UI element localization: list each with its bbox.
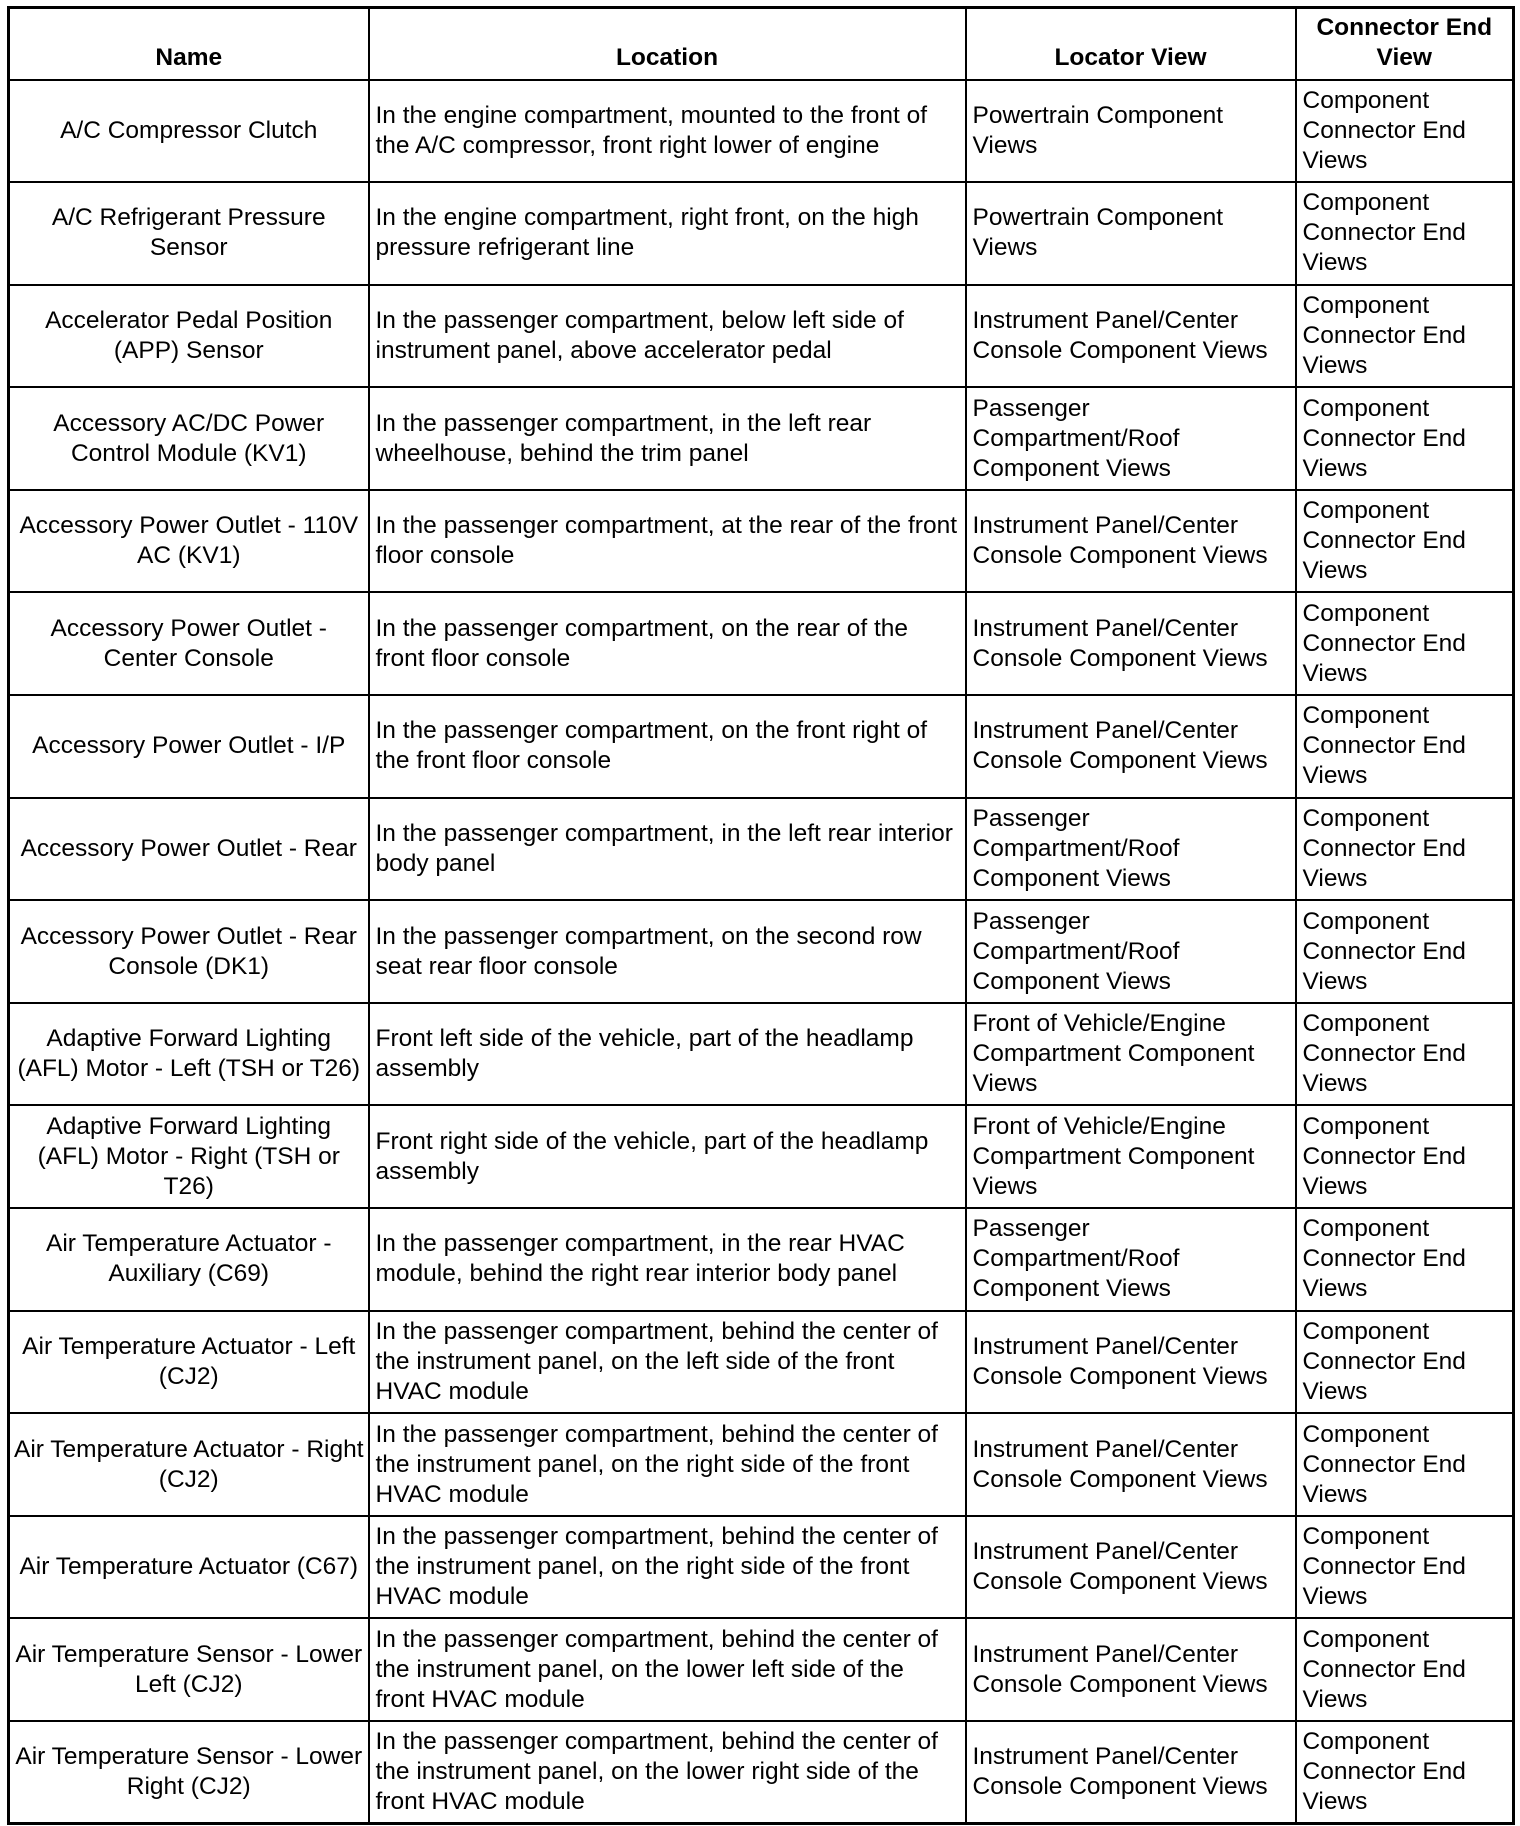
cell-name: Air Temperature Sensor - Lower Right (CJ2) (9, 1721, 369, 1824)
cell-locator-view: Instrument Panel/Center Console Component Views (966, 592, 1296, 695)
cell-name: Accessory AC/DC Power Control Module (KV1) (9, 387, 369, 490)
cell-location: In the passenger compartment, on the front right of the front floor console (369, 695, 966, 798)
cell-connector-end-view: Component Connector End Views (1296, 182, 1514, 285)
table-row (9, 1413, 1514, 1516)
table-row (9, 1105, 1514, 1208)
cell-name: Accelerator Pedal Position (APP) Sensor (9, 285, 369, 388)
cell-locator-view: Powertrain Component Views (966, 182, 1296, 285)
cell-locator-view: Passenger Compartment/Roof Component Views (966, 900, 1296, 1003)
cell-name: Air Temperature Actuator - Left (CJ2) (9, 1311, 369, 1414)
column-header-location: Location (369, 8, 966, 80)
cell-location: In the passenger compartment, on the rear of the front floor console (369, 592, 966, 695)
cell-locator-view: Instrument Panel/Center Console Component Views (966, 1516, 1296, 1619)
cell-connector-end-view: Component Connector End Views (1296, 798, 1514, 901)
cell-connector-end-view: Component Connector End Views (1296, 80, 1514, 183)
cell-connector-end-view: Component Connector End Views (1296, 900, 1514, 1003)
cell-location: In the engine compartment, mounted to the front of the A/C compressor, front right lower of engine (369, 80, 966, 183)
cell-name: Adaptive Forward Lighting (AFL) Motor - Right (TSH or T26) (9, 1105, 369, 1208)
component-locator-table (7, 6, 1515, 1825)
table-row (9, 1618, 1514, 1721)
table-row (9, 285, 1514, 388)
cell-locator-view: Powertrain Component Views (966, 80, 1296, 183)
cell-connector-end-view: Component Connector End Views (1296, 1413, 1514, 1516)
table-body (9, 80, 1514, 1824)
table-row (9, 900, 1514, 1003)
cell-locator-view: Instrument Panel/Center Console Component Views (966, 1413, 1296, 1516)
cell-locator-view: Instrument Panel/Center Console Component Views (966, 695, 1296, 798)
cell-locator-view: Instrument Panel/Center Console Component Views (966, 1618, 1296, 1721)
cell-locator-view: Passenger Compartment/Roof Component Views (966, 798, 1296, 901)
cell-name: Accessory Power Outlet - 110V AC (KV1) (9, 490, 369, 593)
cell-name: Accessory Power Outlet - I/P (9, 695, 369, 798)
cell-location: Front right side of the vehicle, part of the headlamp assembly (369, 1105, 966, 1208)
cell-location: In the passenger compartment, below left side of instrument panel, above accelerator pedal (369, 285, 966, 388)
cell-location: In the passenger compartment, on the second row seat rear floor console (369, 900, 966, 1003)
cell-location: In the passenger compartment, at the rear of the front floor console (369, 490, 966, 593)
cell-connector-end-view: Component Connector End Views (1296, 1003, 1514, 1106)
cell-connector-end-view: Component Connector End Views (1296, 1516, 1514, 1619)
table-row (9, 1003, 1514, 1106)
cell-connector-end-view: Component Connector End Views (1296, 592, 1514, 695)
cell-location: In the passenger compartment, in the left rear interior body panel (369, 798, 966, 901)
table-row (9, 1311, 1514, 1414)
cell-name: A/C Compressor Clutch (9, 80, 369, 183)
cell-locator-view: Front of Vehicle/Engine Compartment Component Views (966, 1105, 1296, 1208)
header-row (9, 8, 1514, 80)
cell-connector-end-view: Component Connector End Views (1296, 285, 1514, 388)
cell-location: Front left side of the vehicle, part of the headlamp assembly (369, 1003, 966, 1106)
cell-connector-end-view: Component Connector End Views (1296, 387, 1514, 490)
table-row (9, 182, 1514, 285)
table-row (9, 695, 1514, 798)
cell-location: In the passenger compartment, behind the center of the instrument panel, on the lower right side of the front HVAC module (369, 1721, 966, 1824)
cell-name: Air Temperature Sensor - Lower Left (CJ2) (9, 1618, 369, 1721)
table-row (9, 80, 1514, 183)
cell-connector-end-view: Component Connector End Views (1296, 1721, 1514, 1824)
cell-locator-view: Instrument Panel/Center Console Component Views (966, 490, 1296, 593)
table-row (9, 490, 1514, 593)
table-row (9, 1208, 1514, 1311)
cell-name: Accessory Power Outlet - Rear Console (DK1) (9, 900, 369, 1003)
cell-location: In the passenger compartment, behind the center of the instrument panel, on the right side of the front HVAC module (369, 1516, 966, 1619)
column-header-locator-view: Locator View (966, 8, 1296, 80)
cell-location: In the engine compartment, right front, on the high pressure refrigerant line (369, 182, 966, 285)
cell-connector-end-view: Component Connector End Views (1296, 1105, 1514, 1208)
cell-locator-view: Instrument Panel/Center Console Component Views (966, 285, 1296, 388)
cell-location: In the passenger compartment, behind the center of the instrument panel, on the right side of the front HVAC module (369, 1413, 966, 1516)
table-row (9, 387, 1514, 490)
cell-location: In the passenger compartment, behind the center of the instrument panel, on the lower left side of the front HVAC module (369, 1618, 966, 1721)
cell-locator-view: Instrument Panel/Center Console Component Views (966, 1721, 1296, 1824)
cell-name: Air Temperature Actuator (C67) (9, 1516, 369, 1619)
cell-locator-view: Passenger Compartment/Roof Component Views (966, 387, 1296, 490)
cell-locator-view: Front of Vehicle/Engine Compartment Component Views (966, 1003, 1296, 1106)
cell-connector-end-view: Component Connector End Views (1296, 695, 1514, 798)
cell-location: In the passenger compartment, in the left rear wheelhouse, behind the trim panel (369, 387, 966, 490)
table-row (9, 1721, 1514, 1824)
column-header-name: Name (9, 8, 369, 80)
table-row (9, 1516, 1514, 1619)
cell-connector-end-view: Component Connector End Views (1296, 1208, 1514, 1311)
cell-connector-end-view: Component Connector End Views (1296, 1311, 1514, 1414)
cell-locator-view: Passenger Compartment/Roof Component Views (966, 1208, 1296, 1311)
cell-name: A/C Refrigerant Pressure Sensor (9, 182, 369, 285)
cell-name: Accessory Power Outlet - Center Console (9, 592, 369, 695)
cell-name: Air Temperature Actuator - Auxiliary (C69) (9, 1208, 369, 1311)
table-row (9, 798, 1514, 901)
cell-name: Air Temperature Actuator - Right (CJ2) (9, 1413, 369, 1516)
cell-location: In the passenger compartment, behind the center of the instrument panel, on the left side of the front HVAC module (369, 1311, 966, 1414)
cell-locator-view: Instrument Panel/Center Console Component Views (966, 1311, 1296, 1414)
cell-name: Adaptive Forward Lighting (AFL) Motor - Left (TSH or T26) (9, 1003, 369, 1106)
cell-connector-end-view: Component Connector End Views (1296, 490, 1514, 593)
cell-connector-end-view: Component Connector End Views (1296, 1618, 1514, 1721)
cell-location: In the passenger compartment, in the rear HVAC module, behind the right rear interior body panel (369, 1208, 966, 1311)
column-header-connector-end-view: Connector End View (1296, 8, 1514, 80)
table-row (9, 592, 1514, 695)
cell-name: Accessory Power Outlet - Rear (9, 798, 369, 901)
